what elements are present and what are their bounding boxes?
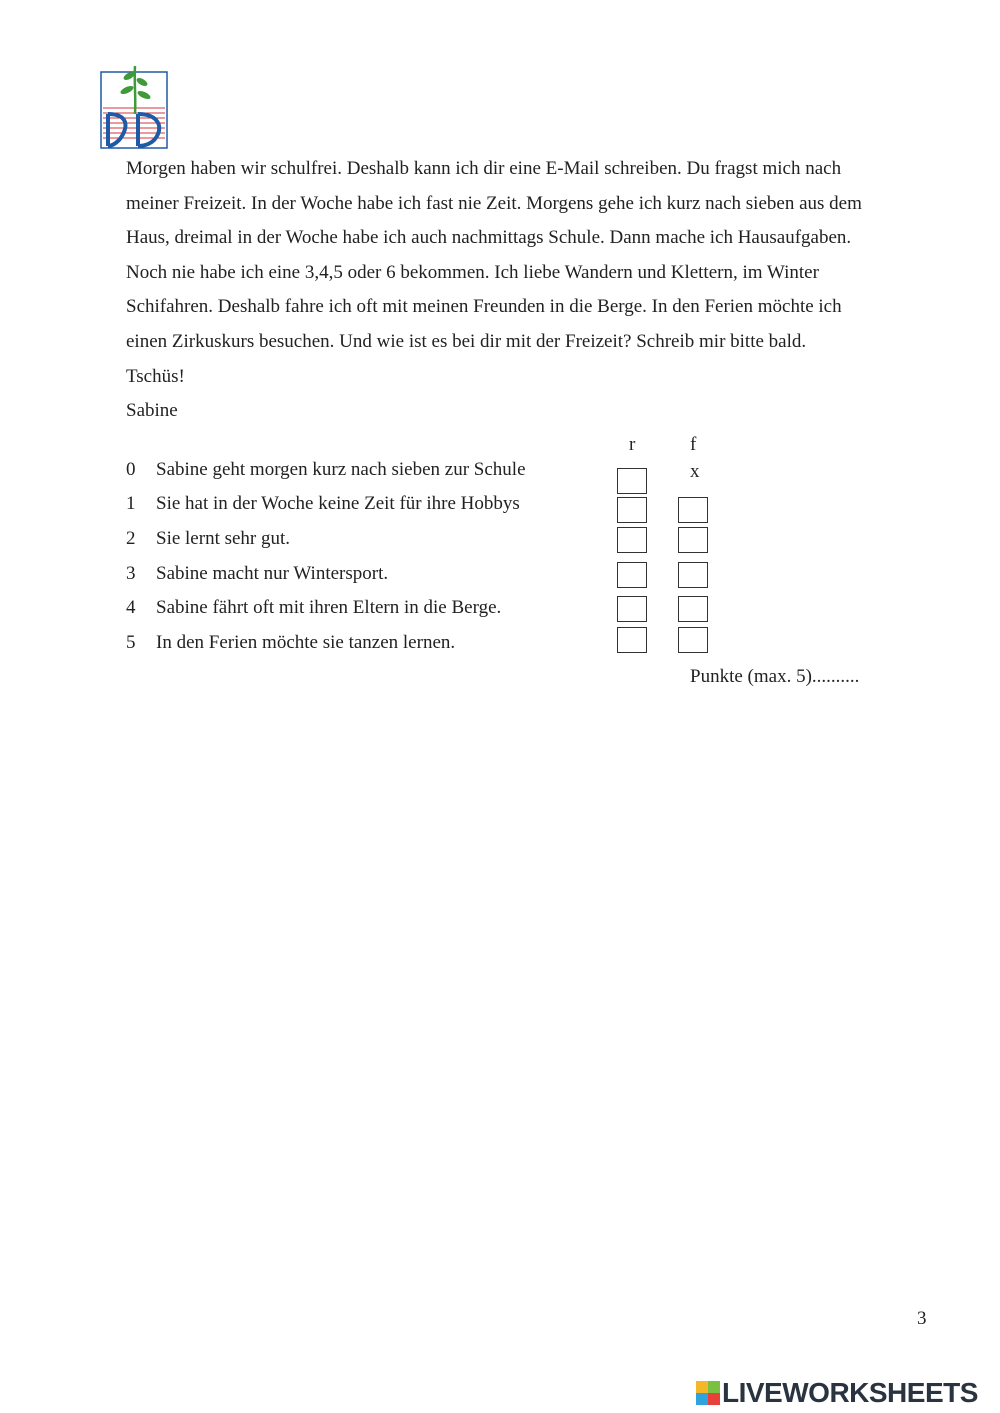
answer-box-1-falsch[interactable] [678, 497, 708, 523]
school-logo-icon [100, 62, 170, 150]
answer-box-2-falsch[interactable] [678, 527, 708, 553]
text-line: Haus, dreimal in der Woche habe ich auch nachmittags Schule. Dann mache ich Hausaufgaben. [126, 227, 852, 249]
statement-2 [126, 528, 290, 550]
statement-4 [126, 597, 501, 619]
text-line: Schifahren. Deshalb fahre ich oft mit meinen Freunden in die Berge. In den Ferien möchte ich [126, 296, 842, 318]
liveworksheets-logo-icon [696, 1381, 720, 1405]
statement-number: 5 [126, 632, 136, 653]
closing-line: Tschüs! [126, 365, 185, 387]
statement-1 [126, 493, 520, 515]
signature-name: Sabine [126, 400, 178, 422]
column-header-richtig: r [629, 434, 636, 455]
statement-0 [126, 459, 526, 481]
statement-number: 0 [126, 459, 136, 480]
answer-box-3-falsch[interactable] [678, 562, 708, 588]
statement-text: Sie hat in der Woche keine Zeit für ihre Hobbys [156, 493, 520, 514]
answer-box-2-richtig[interactable] [617, 527, 647, 553]
points-label: Punkte (max. 5).......... [690, 666, 860, 687]
text-line: meiner Freizeit. In der Woche habe ich fast nie Zeit. Morgens gehe ich kurz nach sieben aus dem [126, 192, 862, 214]
text-line: einen Zirkuskurs besuchen. Und wie ist es bei dir mit der Freizeit? Schreib mir bitte bald. [126, 330, 807, 352]
answer-box-1-richtig[interactable] [617, 497, 647, 523]
statement-number: 1 [126, 493, 136, 514]
letter-paragraph [126, 152, 926, 429]
statement-number: 2 [126, 528, 136, 549]
statement-number: 4 [126, 597, 136, 618]
liveworksheets-brand [696, 1376, 978, 1410]
text-line: Noch nie habe ich eine 3,4,5 oder 6 bekommen. Ich liebe Wandern und Klettern, im Winter [126, 261, 819, 283]
answer-box-5-falsch[interactable] [678, 627, 708, 653]
answer-box-4-richtig[interactable] [617, 596, 647, 622]
statement-text: In den Ferien möchte sie tanzen lernen. [156, 632, 456, 653]
page-number: 3 [917, 1308, 927, 1329]
answer-box-5-richtig[interactable] [617, 627, 647, 653]
text-line: Morgen haben wir schulfrei. Deshalb kann ich dir eine E-Mail schreiben. Du fragst mich nach [126, 158, 842, 179]
statement-number: 3 [126, 563, 136, 584]
statement-text: Sabine fährt oft mit ihren Eltern in die Berge. [156, 597, 502, 618]
statement-text: Sabine geht morgen kurz nach sieben zur Schule [156, 459, 526, 480]
answer-box-3-richtig[interactable] [617, 562, 647, 588]
statement-5 [126, 632, 455, 654]
answer-box-4-falsch[interactable] [678, 596, 708, 622]
answer-box-0-richtig[interactable] [617, 468, 647, 494]
liveworksheets-wordmark: LIVEWORKSHEETS [722, 1377, 978, 1408]
statement-text: Sabine macht nur Wintersport. [156, 563, 389, 584]
statement-3 [126, 563, 388, 585]
column-header-falsch: f [690, 434, 697, 455]
example-answer-mark: x [690, 461, 700, 482]
statement-text: Sie lernt sehr gut. [156, 528, 291, 549]
